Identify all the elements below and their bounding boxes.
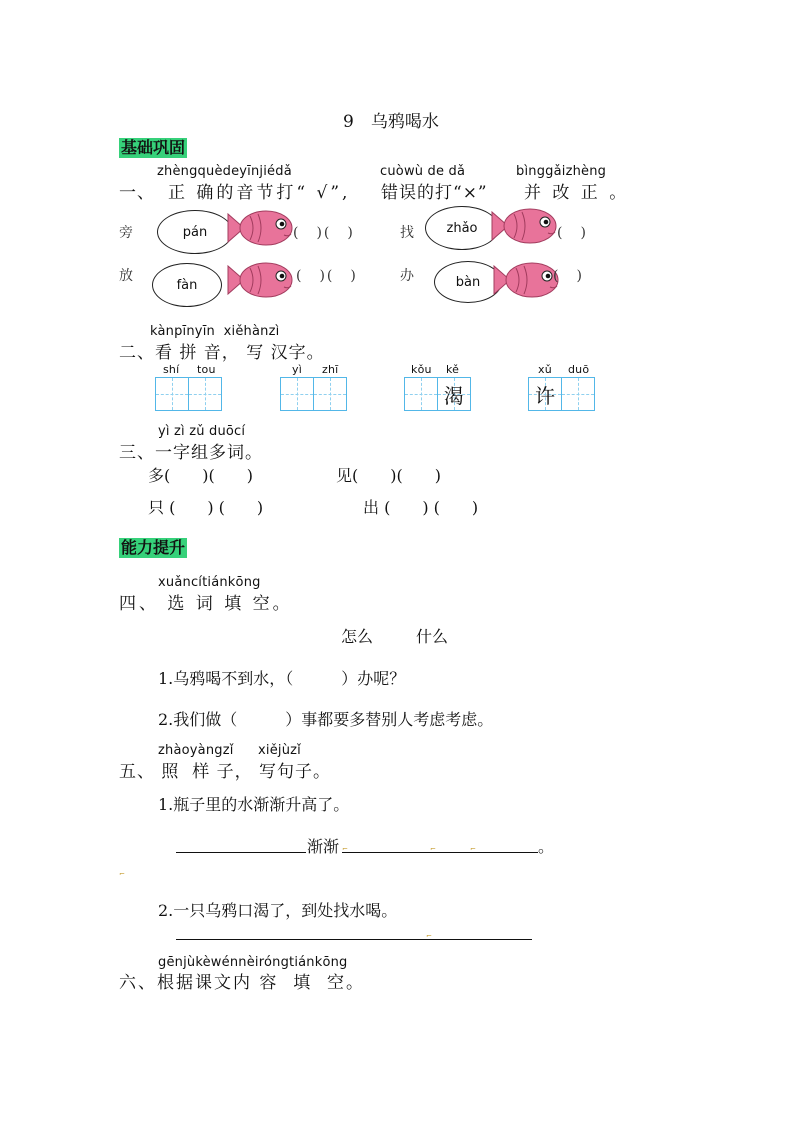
q1-text-c: 并 改 正 。: [524, 183, 630, 203]
fish-icon: [488, 202, 560, 250]
tianzige-cell[interactable]: [561, 377, 595, 411]
q4-word-1: 怎么: [341, 627, 374, 646]
q1-pinyin-bubble-zhao: zhǎo: [425, 206, 499, 250]
q3-pinyin: yì zì zǔ duōcí: [158, 424, 246, 439]
fish-icon: [224, 256, 296, 304]
q2-pinyin-2b: zhī: [322, 363, 339, 376]
q2-pinyin-1b: tou: [197, 363, 216, 376]
q2-pinyin-2a: yì: [292, 363, 302, 376]
fish-icon: [490, 256, 562, 304]
q1-char-fang: 放: [119, 268, 133, 284]
q1-pinyin-bubble-fan: fàn: [152, 263, 222, 307]
section-badge-ability: 能力提升: [121, 538, 186, 557]
tianzige-cell: 渴: [437, 377, 471, 411]
q3-row2-b[interactable]: 出 ( ) ( ): [363, 498, 479, 517]
q5-text: 五、 照 样 子， 写句子。: [119, 762, 332, 782]
edit-mark-icon: ⌐: [342, 845, 348, 853]
q4-pinyin: xuǎncítiánkōng: [158, 575, 261, 590]
q1-blanks-zhao[interactable]: ( ): [557, 225, 588, 241]
q5-end-mark: 。: [538, 837, 555, 856]
q1-blanks-fang[interactable]: ( )( ): [296, 268, 358, 284]
q4-sentence-1[interactable]: 1.乌鸦喝不到水，（ ）办呢？: [158, 669, 406, 688]
q2-pinyin-4b: duō: [568, 363, 590, 376]
edit-mark-icon: ⌐: [430, 845, 436, 853]
q2-pinyin-3b: kě: [446, 363, 460, 376]
q1-pinyin-bubble-pan: pán: [157, 210, 233, 254]
tianzige-grid-1[interactable]: [155, 377, 220, 411]
fish-icon: [224, 204, 296, 252]
q6-pinyin: gēnjùkèwénnèiróngtiánkōng: [158, 955, 348, 970]
q3-row1-a[interactable]: 多( )( ): [148, 466, 253, 485]
tianzige-cell[interactable]: [188, 377, 222, 411]
q4-sentence-2[interactable]: 2.我们做（ ）事都要多替别人考虑考虑。: [158, 710, 494, 729]
q3-row1-b[interactable]: 见( )( ): [336, 466, 441, 485]
q5-answer-line-2[interactable]: [176, 939, 532, 940]
q2-pinyin: kànpīnyīn xiěhànzì: [150, 324, 280, 339]
q1-text-a: 正 确的音节打“ √”,: [168, 183, 351, 203]
q2-pinyin-3a: kǒu: [411, 363, 432, 376]
tianzige-cell[interactable]: [313, 377, 347, 411]
q4-word-2: 什么: [416, 627, 449, 646]
edit-mark-icon: ⌐: [470, 845, 476, 853]
q2-pinyin-4a: xǔ: [538, 363, 552, 376]
edit-mark-icon: ⌐: [119, 870, 125, 878]
edit-mark-icon: ⌐: [426, 932, 432, 940]
q5-mid-word: 渐渐: [307, 837, 340, 856]
q1-pinyin-b: cuòwù de dǎ: [380, 164, 466, 179]
tianzige-cell[interactable]: [404, 377, 438, 411]
q1-pinyin-a: zhèngquèdeyīnjiédǎ: [157, 164, 292, 179]
q6-text: 六、根据课文内 容 填 空。: [119, 973, 366, 993]
q1-char-ban: 办: [400, 268, 414, 284]
q5-sentence-2: 2.一只乌鸦口渴了，到处找水喝。: [158, 901, 398, 920]
q1-number: 一、: [119, 183, 155, 203]
tianzige-grid-2[interactable]: [280, 377, 345, 411]
q2-pinyin-1a: shí: [163, 363, 180, 376]
q1-char-zhao: 找: [400, 225, 414, 241]
q1-pinyin-c: bìnggǎizhèng: [516, 164, 607, 179]
page-title: 9 乌鸦喝水: [343, 112, 439, 132]
tianzige-cell[interactable]: [155, 377, 189, 411]
q1-pinyin-bubble-ban: bàn: [434, 261, 502, 303]
q5-answer-line-1a[interactable]: [176, 852, 306, 853]
q5-pinyin-b: xiějùzǐ: [258, 743, 301, 758]
q2-text: 二、看 拼 音， 写 汉字。: [119, 343, 325, 363]
q5-pinyin-a: zhàoyàngzǐ: [158, 743, 234, 758]
q1-blanks-pang[interactable]: ( )( ): [293, 225, 355, 241]
q1-text-b: 错误的打“×”: [381, 183, 488, 203]
q5-answer-line-1b[interactable]: [342, 852, 538, 853]
q3-row2-a[interactable]: 只 ( ) ( ): [148, 498, 264, 517]
tianzige-cell: 许: [528, 377, 562, 411]
q5-example: 1.瓶子里的水渐渐升高了。: [158, 795, 350, 814]
tianzige-grid-3[interactable]: [404, 377, 469, 411]
q1-blanks-ban[interactable]: ( ): [553, 268, 584, 284]
section-badge-basic: 基础巩固: [121, 138, 186, 157]
tianzige-grid-4[interactable]: [528, 377, 593, 411]
tianzige-cell[interactable]: [280, 377, 314, 411]
q3-text: 三、一字组多词。: [119, 443, 263, 463]
q1-char-pang: 旁: [119, 225, 133, 241]
q4-text: 四、 选 词 填 空。: [119, 594, 293, 614]
